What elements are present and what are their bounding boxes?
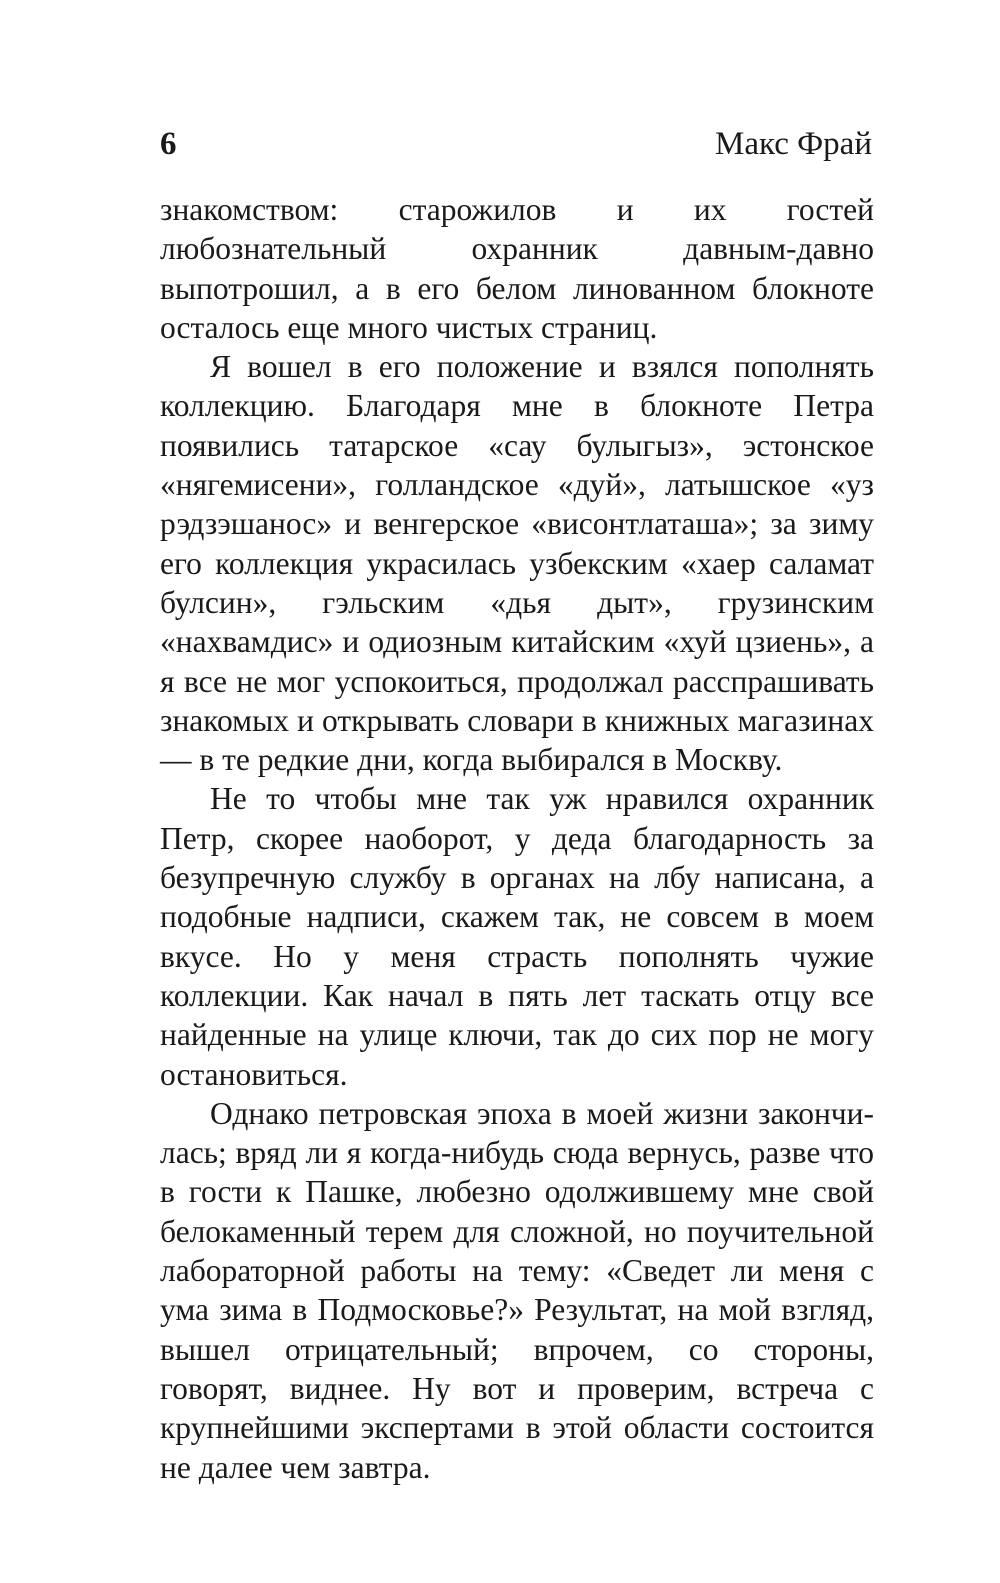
paragraph: Я вошел в его положение и взялся пополнять коллекцию. Благодаря мне в блокноте Петра появились татарское «сау булыгыз», эстонское «нягемисени», голландское «дуй», латышское «уз рэдзэшанос» и венгерское «висонтлаташа»; за зиму его коллекция украсилась узбекским «хаер саламат булсин», гэльским «дья дыт», грузинским «нахвамдис» и одиозным китайским «хуй цзиень», а я все не мог успокоиться, продолжал расспрашивать знакомых и открывать словари в книжных магазинах — в те редкие дни, когда выбирался в Москву. (160, 349, 874, 778)
author-name: Макс Фрай (715, 126, 872, 162)
page-number: 6 (160, 126, 177, 162)
body-text (160, 190, 874, 1487)
paragraph-continuation: знакомством: старожилов и их гостей любознательный охранник давным-давно выпотрошил, а в его белом линованном блокноте осталось еще много чистых страниц. (160, 192, 874, 345)
paragraph: Однако петровская эпоха в моей жизни закончилась; вряд ли я когда-нибудь сюда вернусь, разве что в гости к Пашке, любезно одолжившему мне свой белокаменный терем для сложной, но поучительной лабораторной работы на тему: «Сведет ли меня с ума зима в Подмосковье?» Результат, на мой взгляд, вышел отрицательный; впрочем, со стороны, говорят, виднее. Ну вот и проверим, встреча с крупнейшими экспертами в этой области состоится не далее чем завтра. (160, 1095, 874, 1485)
running-header (160, 122, 872, 166)
paragraph: Не то чтобы мне так уж нравился охранник Петр, скорее наоборот, у деда благодарность за безупречную службу в органах на лбу написана, а подобные надписи, скажем так, не совсем в моем вкусе. Но у меня страсть пополнять чужие коллекции. Как начал в пять лет таскать отцу все найденные на улице ключи, так до сих пор не могу остановиться. (160, 781, 874, 1092)
